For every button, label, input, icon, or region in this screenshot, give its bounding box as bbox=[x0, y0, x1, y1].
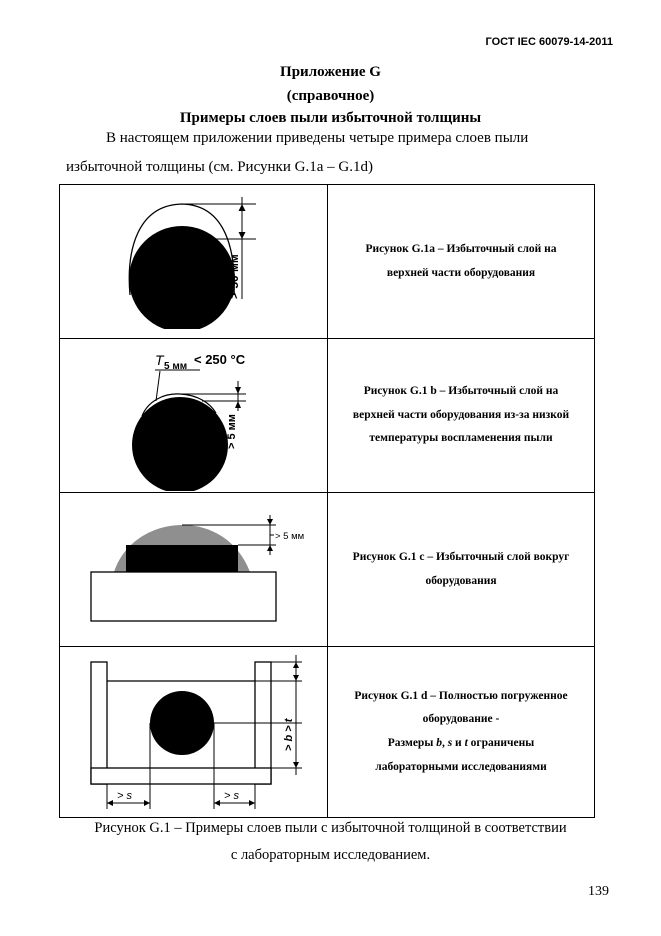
equipment-body bbox=[126, 545, 238, 572]
container-floor bbox=[91, 768, 271, 784]
dimension-label-s-left: > s bbox=[117, 790, 132, 802]
arrow-head bbox=[239, 232, 246, 239]
intro-line-1: В настоящем приложении приведены четыре примера слоев пыли bbox=[106, 130, 529, 146]
temperature-symbol: T bbox=[155, 351, 164, 368]
figure-b-caption bbox=[328, 339, 595, 493]
dimension-label: > 5 мм bbox=[275, 530, 305, 542]
arrow-head bbox=[235, 401, 241, 408]
figure-b-drawing bbox=[60, 341, 327, 491]
equipment-body bbox=[129, 226, 235, 329]
caption-line: оборудования bbox=[425, 574, 497, 587]
arrow-head bbox=[293, 762, 299, 768]
figure-c-drawing-cell bbox=[60, 493, 328, 647]
appendix-type: (справочное) bbox=[286, 88, 375, 104]
figure-b-drawing-cell bbox=[60, 339, 328, 493]
leader-line bbox=[156, 371, 160, 401]
dimension-label-s-right: > s bbox=[224, 790, 239, 802]
var-s: s bbox=[447, 737, 453, 749]
equipment-body bbox=[132, 397, 228, 491]
caption-line bbox=[332, 732, 590, 756]
arrow-head bbox=[293, 675, 299, 681]
caption-text: Размеры bbox=[387, 737, 437, 749]
arrow-head bbox=[249, 800, 255, 806]
caption-line: Рисунок G.1 с – Избыточный слой вокруг bbox=[352, 550, 570, 563]
figure-a-caption bbox=[328, 185, 595, 339]
temperature-subscript: 5 мм bbox=[164, 360, 188, 372]
caption-text: ограничены bbox=[467, 737, 535, 749]
arrow-head bbox=[107, 800, 113, 806]
arrow-head bbox=[144, 800, 150, 806]
dimension-label: > 5 мм bbox=[226, 413, 238, 449]
arrow-head bbox=[267, 545, 273, 551]
figure-c-drawing bbox=[60, 495, 327, 645]
figure-a-drawing bbox=[60, 195, 327, 329]
temperature-value: < 250 °C bbox=[194, 351, 246, 367]
caption-line: лабораторными исследованиями bbox=[375, 760, 547, 773]
arrow-head bbox=[293, 662, 299, 668]
figure-row-d bbox=[60, 647, 595, 818]
figure-row-b bbox=[60, 339, 595, 493]
figure-a-drawing-cell bbox=[60, 185, 328, 339]
figure-row-c bbox=[60, 493, 595, 647]
left-wall bbox=[91, 662, 107, 784]
equipment-body bbox=[150, 691, 214, 755]
var-b: b bbox=[436, 737, 442, 749]
page-number: 139 bbox=[588, 884, 609, 899]
caption-line: оборудование - bbox=[422, 713, 500, 726]
caption-line: верхней части оборудования bbox=[386, 266, 536, 279]
dimension-label: > 50 мм bbox=[227, 253, 241, 299]
caption-line: Рисунок G.1 b – Избыточный слой на bbox=[363, 385, 559, 398]
arrow-head bbox=[239, 204, 246, 211]
intro-line-2: избыточной толщины (см. Рисунки G.1а – G.1d) bbox=[66, 159, 373, 175]
caption-line: верхней части оборудования из-за низкой bbox=[352, 408, 570, 421]
var-t: t bbox=[464, 737, 468, 749]
arrow-head bbox=[235, 387, 241, 394]
arrow-head bbox=[267, 519, 273, 525]
base-box bbox=[91, 572, 276, 621]
appendix-title: Приложение G bbox=[280, 64, 381, 80]
caption-line: Рисунок G.1 d – Полностью погруженное bbox=[354, 689, 568, 702]
standard-header: ГОСТ IEC 60079-14-2011 bbox=[485, 36, 613, 48]
caption-line: Рисунок G.1а – Избыточный слой на bbox=[365, 242, 557, 255]
figure-d-caption bbox=[328, 647, 595, 818]
figure-d-drawing bbox=[60, 647, 327, 817]
caption-text: и bbox=[452, 737, 465, 749]
dimension-label-bt: > b > t bbox=[283, 718, 295, 751]
figure-d-drawing-cell bbox=[60, 647, 328, 818]
figure-caption-line-2: с лабораторным исследованием. bbox=[230, 847, 431, 863]
figure-caption-line-1: Рисунок G.1 – Примеры слоев пыли с избыточной толщиной в соответствии bbox=[94, 820, 567, 836]
figure-row-a bbox=[60, 185, 595, 339]
figure-c-caption bbox=[328, 493, 595, 647]
figures-table bbox=[59, 184, 595, 818]
arrow-head bbox=[214, 800, 220, 806]
caption-text: , bbox=[441, 737, 448, 749]
appendix-subject: Примеры слоев пыли избыточной толщины bbox=[179, 110, 482, 126]
caption-line: температуры воспламенения пыли bbox=[369, 432, 553, 445]
